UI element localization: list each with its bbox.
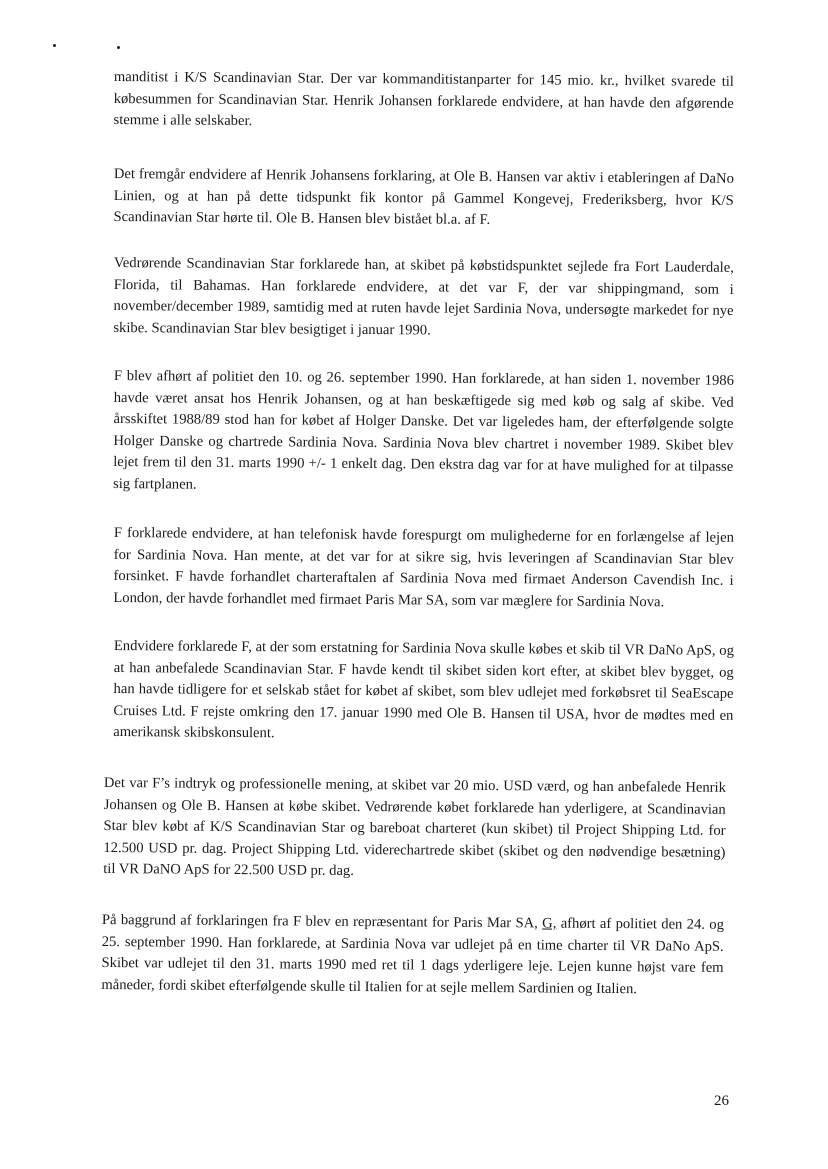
scan-speck	[53, 44, 56, 47]
paragraph-6: Endvidere forklarede F, at der som erstatning for Sardinia Nova skulle købes et skib til VR DaNo ApS, og at han anbefalede Scandinavian Star. F havde kendt til skibet siden kort efter, at skibet blev bygget, og han havde tidligere for et selskab stået for købet af skibet, som blev udlejet med forkøbsret til SeaEscape Cruises Ltd. F rejste omkring den 17. januar 1990 med Ole B. Hansen til USA, hvor de mødtes med en amerikansk skibskonsulent.	[113, 637, 734, 742]
paragraph-3: Vedrørende Scandinavian Star forklarede han, at skibet på købstidspunktet sejlede fra Fort Lauderdale, Florida, til Bahamas. Han forklarede endvidere, at det var F, der var shippingmand, som i november/december 1989, samtidig med at ruten havde lejet Sardinia Nova, undersøgte markedet for nye skibe. Scandinavian Star blev besigtiget i januar 1990.	[113, 254, 734, 338]
paragraph-8-text-before: På baggrund af forklaringen fra F blev en repræsentant for Paris Mar SA,	[101, 911, 543, 932]
paragraph-8	[101, 910, 724, 1001]
page-number: 26	[714, 1093, 729, 1109]
paragraph-1: manditist i K/S Scandinavian Star. Der var kommanditistanparter for 145 mio. kr., hvilket svarede til købesummen for Scandinavian Star. Henrik Johansen forklarede endvidere, at han havde den afgørende stemme i alle selskaber.	[113, 68, 734, 130]
paragraph-8-text-after: afhørt af politiet den 24. og 25. september 1990. Han forklarede, at Sardinia Nova var udlejet på en time charter til VR DaNo ApS. Skibet var udlejet til den 31. marts 1990 med ret til 1 dags yderligere leje. Lejen kunne højst vare fem måneder, fordi skibet efterfølgende skulle til Italien for at sejle mellem Sardinien og Italien.	[101, 915, 724, 997]
paragraph-7: Det var F’s indtryk og professionelle mening, at skibet var 20 mio. USD værd, og han anbefalede Henrik Johansen og Ole B. Hansen at købe skibet. Vedrørende købet forklarede han yderligere, at Scandinavian Star blev købt af K/S Scandinavian Star og bareboat charteret (kun skibet) til Project Shipping Ltd. for 12.500 USD pr. dag. Project Shipping Ltd. viderechartrede skibet (skibet og den nødvendige besætning) til VR DaNO ApS for 22.500 USD pr. dag.	[103, 774, 726, 879]
paragraph-2: Det fremgår endvidere af Henrik Johansens forklaring, at Ole B. Hansen var aktiv i etableringen af DaNo Linien, og at han på dette tidspunkt fik kontor på Gammel Kongevej, Frederiksberg, hvor K/S Scandinavian Star hørte til. Ole B. Hansen blev bistået bl.a. af F.	[113, 165, 734, 228]
paragraph-5: F forklarede endvidere, at han telefonisk havde forespurgt om mulighederne for en forlængelse af lejen for Sardinia Nova. Han mente, at det var for at sikre sig, hvis leveringen af Scandinavian Star blev forsinket. F havde forhandlet charteraftalen af Sardinia Nova med firmaet Anderson Cavendish Inc. i London, der havde forhandlet med firmaet Paris Mar SA, som var mæglere for Sardinia Nova.	[113, 524, 734, 610]
underlined-initial: G,	[542, 915, 557, 932]
paragraph-4: F blev afhørt af politiet den 10. og 26. september 1990. Han forklarede, at han siden 1. november 1986 havde været ansat hos Henrik Johansen, og at han beskæftigede sig med køb og salg af skibe. Ved årsskiftet 1988/89 stod han for købet af Holger Danske. Det var ligeledes ham, der efterfølgende solgte Holger Danske og chartrede Sardinia Nova. Sardinia Nova blev chartret i november 1989. Skibet blev lejet frem til den 31. marts 1990 +/- 1 enkelt dag. Den ekstra dag var for at have mulighed for at tilpasse sig fartplanen.	[113, 367, 734, 493]
scan-speck	[117, 46, 120, 49]
